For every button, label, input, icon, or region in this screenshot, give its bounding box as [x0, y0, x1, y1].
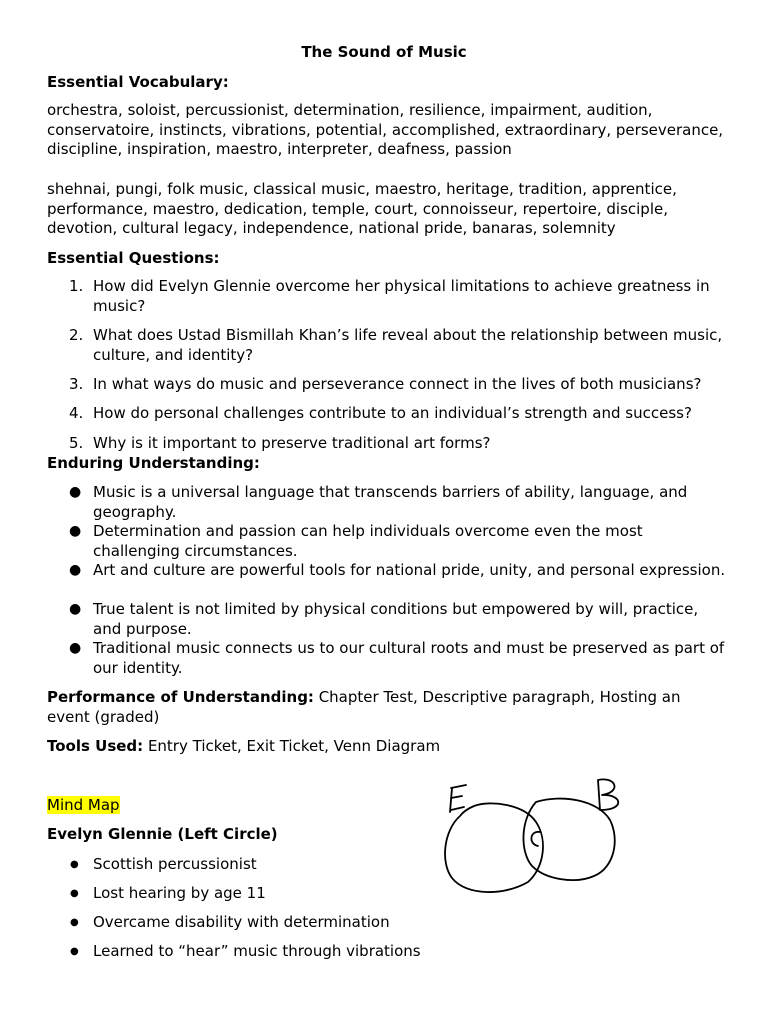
bullet-icon: ● — [70, 946, 79, 957]
bullet-icon: ● — [69, 523, 82, 539]
understanding-text: Traditional music connects us to our cultural roots and must be preserved as part of our identity. — [93, 639, 725, 677]
understanding-text: Music is a universal language that transcends barriers of ability, language, and geography. — [93, 483, 688, 521]
question-text: How did Evelyn Glennie overcome her physical limitations to achieve greatness in music? — [93, 277, 710, 315]
vocabulary-heading: Essential Vocabulary: — [47, 73, 229, 91]
question-text: In what ways do music and perseverance connect in the lives of both musicians? — [93, 375, 702, 393]
mind-map-item — [47, 913, 447, 933]
tools-label: Tools Used: — [47, 737, 144, 755]
letter-b-strokes — [598, 779, 618, 810]
question-text: Why is it important to preserve traditional art forms? — [93, 434, 491, 452]
bullet-icon: ● — [69, 640, 82, 656]
bullet-icon: ● — [70, 888, 79, 899]
mind-map-item-text: Lost hearing by age 11 — [93, 884, 266, 902]
question-text: How do personal challenges contribute to an individual’s strength and success? — [93, 404, 692, 422]
understanding-item — [47, 561, 727, 581]
mind-map-item — [47, 884, 447, 904]
mind-map-item-text: Learned to “hear” music through vibrations — [93, 942, 421, 960]
question-item — [47, 375, 727, 395]
understanding-text: True talent is not limited by physical conditions but empowered by will, practice, and purpose. — [93, 600, 699, 638]
understanding-item — [47, 639, 727, 678]
page-title: The Sound of Music — [301, 43, 467, 61]
tools-line — [47, 737, 727, 757]
performance-label: Performance of Understanding: — [47, 688, 314, 706]
performance-text: Chapter Test, Descriptive paragraph, Hosting an event (graded) — [47, 688, 681, 726]
understanding-heading: Enduring Understanding: — [47, 454, 260, 472]
understanding-text: Determination and passion can help individuals overcome even the most challenging circumstances. — [93, 522, 643, 560]
tools-text: Entry Ticket, Exit Ticket, Venn Diagram — [143, 737, 441, 755]
letter-e-strokes — [450, 785, 466, 812]
question-text: What does Ustad Bismillah Khan’s life reveal about the relationship between music, culture, and identity? — [93, 326, 723, 364]
question-item — [47, 326, 727, 365]
understanding-text: Art and culture are powerful tools for national pride, unity, and personal expression. — [93, 561, 726, 579]
bullet-icon: ● — [69, 601, 82, 617]
bullet-icon: ● — [70, 917, 79, 928]
understanding-item — [47, 483, 727, 522]
mind-map-item — [47, 855, 447, 875]
understanding-item — [47, 600, 727, 639]
vocabulary-paragraph-1: orchestra, soloist, percussionist, determination, resilience, impairment, audition, conservatoire, instincts, vibrations, potential, accomplished, extraordinary, perseverance, discipline, inspiration, maestro, interpreter, deafness, passion — [47, 101, 724, 159]
bullet-icon: ● — [69, 562, 82, 578]
question-number: 3. — [69, 375, 84, 393]
mind-map-label: Mind Map — [47, 796, 120, 814]
bullet-icon: ● — [69, 484, 82, 500]
understanding-item — [47, 522, 727, 561]
letter-c-stroke — [531, 832, 540, 846]
question-number: 1. — [69, 277, 84, 295]
mind-map-item-text: Scottish percussionist — [93, 855, 257, 873]
mind-map-item-text: Overcame disability with determination — [93, 913, 390, 931]
question-number: 4. — [69, 404, 84, 422]
question-number: 2. — [69, 326, 84, 344]
vocabulary-paragraph-2: shehnai, pungi, folk music, classical music, maestro, heritage, tradition, apprentice, performance, maestro, dedication, temple, court, connoisseur, repertoire, disciple, devotion, cultural legacy, independence, national pride, banaras, solemnity — [47, 180, 677, 238]
questions-heading: Essential Questions: — [47, 249, 220, 267]
performance-line — [47, 688, 727, 727]
bullet-icon: ● — [70, 859, 79, 870]
question-item — [47, 277, 727, 316]
mind-map-item — [47, 942, 447, 962]
question-item — [47, 404, 727, 424]
question-number: 5. — [69, 434, 84, 452]
venn-diagram-sketch — [440, 772, 630, 902]
venn-left-circle — [445, 803, 543, 892]
mind-map-subheading: Evelyn Glennie (Left Circle) — [47, 825, 278, 843]
question-item — [47, 434, 727, 454]
